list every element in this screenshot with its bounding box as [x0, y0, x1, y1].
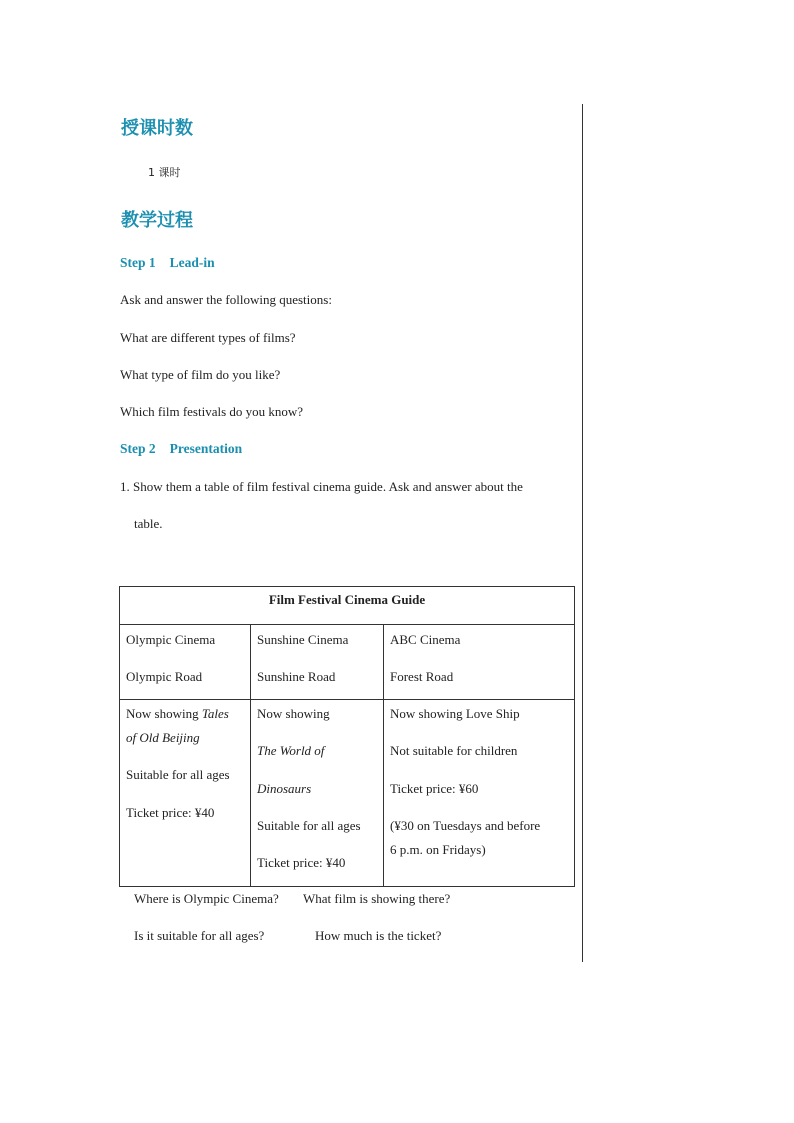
- teaching-hours-value: 1 课时: [148, 166, 181, 179]
- step1-heading: [120, 255, 215, 271]
- teaching-hours-heading: 授课时数: [121, 118, 193, 139]
- film-showing-line: Now showing: [257, 706, 330, 721]
- cinema-road: Sunshine Road: [257, 669, 336, 684]
- cinema-road: Forest Road: [390, 669, 454, 684]
- step1-title: Lead-in: [169, 255, 215, 270]
- cinema-cell: [384, 625, 575, 700]
- question: Is it suitable for all ages?: [134, 928, 265, 943]
- film-showing-line: Now showing Love Ship: [390, 706, 520, 721]
- cinema-cell: [120, 625, 251, 700]
- showing-prefix: Now showing: [126, 706, 202, 721]
- film-showing-line: [126, 704, 244, 724]
- question: How much is the ticket?: [315, 928, 442, 943]
- step1-line: Ask and answer the following questions:: [120, 292, 332, 307]
- film-cell: [120, 700, 251, 887]
- table-title: Film Festival Cinema Guide: [120, 587, 575, 625]
- step1-line: Which film festivals do you know?: [120, 404, 304, 419]
- film-suitability: Suitable for all ages: [126, 767, 230, 782]
- step2-item1-line2: table.: [134, 516, 163, 531]
- step1-line: What type of film do you like?: [120, 367, 281, 382]
- ticket-price: Ticket price: ¥40: [257, 855, 346, 870]
- cinema-cell: [251, 625, 384, 700]
- film-title: Dinosaurs: [257, 781, 312, 796]
- film-suitability: Not suitable for children: [390, 743, 518, 758]
- teaching-process-heading: 教学过程: [121, 210, 193, 231]
- cinema-name: Olympic Cinema: [126, 632, 216, 647]
- step2-item1-line1: 1. Show them a table of film festival cinema guide. Ask and answer about the: [120, 479, 523, 494]
- ticket-price: Ticket price: ¥60: [390, 781, 479, 796]
- question: Where is Olympic Cinema?: [134, 891, 279, 906]
- film-title: The World of: [257, 743, 325, 758]
- step1-line: What are different types of films?: [120, 330, 296, 345]
- cinema-road: Olympic Road: [126, 669, 203, 684]
- question: What film is showing there?: [303, 891, 451, 906]
- step2-title: Presentation: [169, 441, 243, 456]
- step2-heading: [120, 441, 242, 457]
- ticket-price: Ticket price: ¥40: [126, 805, 215, 820]
- table-title-row: [120, 587, 575, 625]
- film-cell: [384, 700, 575, 887]
- table-row: [120, 700, 575, 887]
- cinema-name: Sunshine Cinema: [257, 632, 349, 647]
- table-row: [120, 625, 575, 700]
- film-suitability: Suitable for all ages: [257, 818, 361, 833]
- cinema-guide-table: [119, 586, 575, 887]
- film-title: Tales: [201, 706, 229, 721]
- step1-label: Step 1: [120, 255, 156, 270]
- price-note: 6 p.m. on Fridays): [390, 842, 486, 857]
- film-cell: [251, 700, 384, 887]
- price-note: (¥30 on Tuesdays and before: [390, 818, 541, 833]
- film-title: of Old Beijing: [126, 730, 200, 745]
- cinema-name: ABC Cinema: [390, 632, 461, 647]
- page-margin-line: [582, 104, 583, 962]
- step2-label: Step 2: [120, 441, 156, 456]
